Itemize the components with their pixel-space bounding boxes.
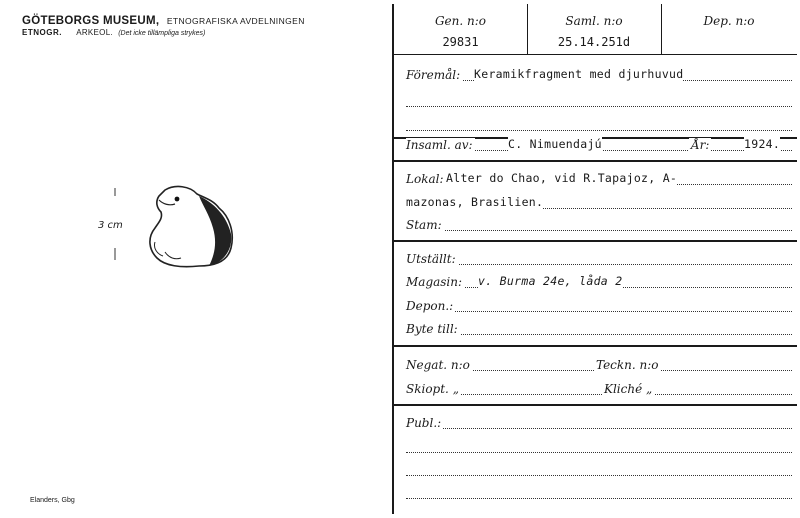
- divider-4: [394, 345, 797, 347]
- utstallt-label: Utställt:: [406, 252, 456, 266]
- publ-row-3: [406, 459, 792, 479]
- magasin-row: [406, 271, 792, 291]
- gen-number-cell: [394, 4, 528, 54]
- utstallt-row: [406, 248, 792, 268]
- byte-row: [406, 318, 792, 338]
- number-row: [394, 4, 797, 55]
- department-name: ETNOGRAFISKA AVDELNINGEN: [166, 16, 305, 26]
- museum-header: [22, 11, 305, 29]
- lokal-row: [406, 168, 792, 188]
- foremal-row: [406, 64, 792, 84]
- gen-number-label: Gen. n:o: [434, 14, 487, 28]
- stam-row: [406, 214, 792, 234]
- foremal-value: Keramikfragment med djurhuvud: [474, 67, 684, 81]
- negat-row: [406, 354, 792, 374]
- dep-number-label: Dep. n:o: [703, 14, 755, 28]
- section-ethnography: ETNOGR.: [22, 28, 62, 37]
- teckn-label: Teckn. n:o: [596, 358, 659, 372]
- lokal-row-2: [406, 192, 792, 212]
- magasin-label: Magasin:: [406, 275, 463, 289]
- printer-imprint: Elanders, Gbg: [30, 497, 75, 504]
- record-panel: [394, 4, 797, 514]
- divider-3: [394, 240, 797, 242]
- lokal-value-line2: mazonas, Brasilien.: [406, 195, 544, 209]
- saml-number-cell: [527, 4, 662, 54]
- kliche-label: Kliché „: [604, 382, 653, 396]
- magasin-value: v. Burma 24e, låda 2: [478, 274, 623, 288]
- strike-note: (Det icke tillämpliga strykes): [118, 30, 206, 37]
- section-archaeology: ARKEOL.: [76, 28, 113, 37]
- divider-5: [394, 404, 797, 406]
- saml-number-label: Saml. n:o: [565, 14, 623, 28]
- stam-label: Stam:: [406, 218, 442, 232]
- animal-head-fragment-drawing: [150, 187, 232, 267]
- foremal-label: Föremål:: [406, 68, 461, 82]
- museum-name: GÖTEBORGS MUSEUM,: [22, 15, 160, 27]
- publ-row-2: [406, 436, 792, 456]
- lokal-label: Lokal:: [406, 172, 444, 186]
- depon-label: Depon.:: [406, 299, 454, 313]
- section-line: [22, 28, 205, 37]
- skiopt-label: Skiopt. „: [406, 382, 459, 396]
- dep-number-cell: [661, 4, 797, 54]
- scale-label: 3 cm: [98, 220, 123, 231]
- divider-2: [394, 160, 797, 162]
- saml-number-value: 25.14.251d: [557, 35, 631, 49]
- insaml-value: C. Nimuendajú: [508, 137, 602, 151]
- depon-row: [406, 295, 792, 315]
- ar-value: 1924.: [744, 137, 781, 151]
- foremal-row-3: [406, 114, 792, 134]
- insaml-label: Insaml. av:: [406, 138, 473, 152]
- gen-number-value: 29831: [442, 35, 479, 49]
- foremal-row-2: [406, 90, 792, 110]
- publ-row: [406, 412, 792, 432]
- insaml-row: [406, 134, 792, 154]
- skiopt-row: [406, 378, 792, 398]
- negat-label: Negat. n:o: [406, 358, 470, 372]
- lokal-value-line1: Alter do Chao, vid R.Tapajoz, A-: [446, 171, 678, 185]
- byte-label: Byte till:: [406, 322, 458, 336]
- publ-label: Publ.:: [406, 416, 442, 430]
- ar-label: År:: [691, 138, 710, 152]
- publ-row-4: [406, 482, 792, 502]
